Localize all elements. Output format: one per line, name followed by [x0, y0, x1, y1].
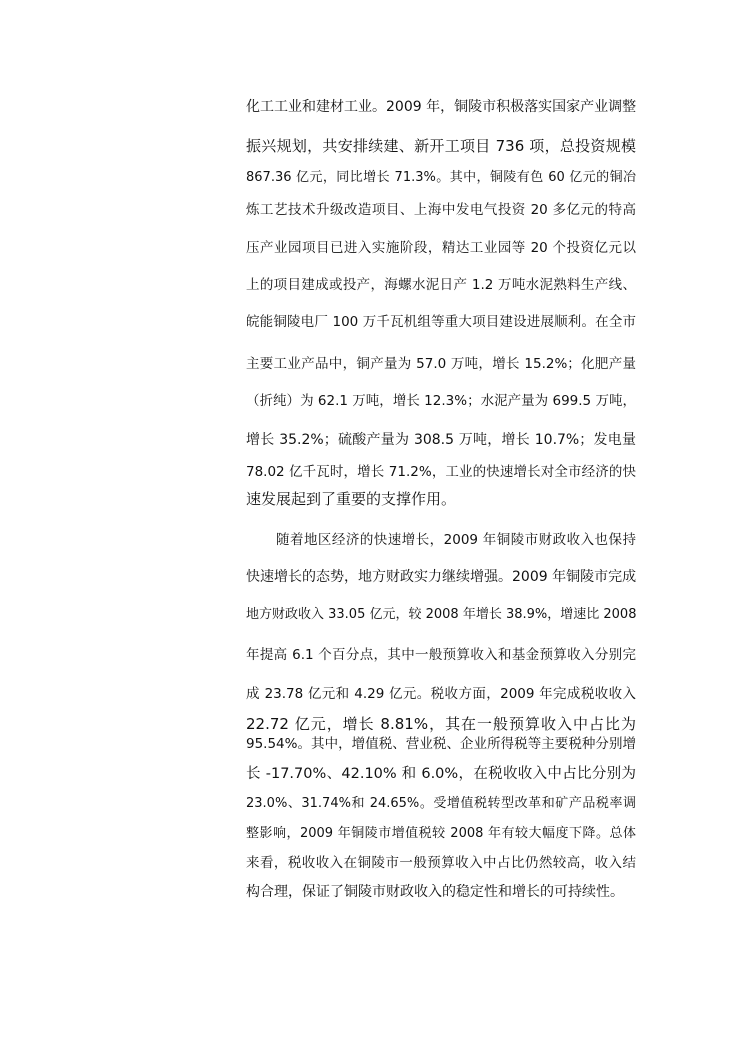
paragraph-2-line-7: 95.54%。其中，增值税、营业税、企业所得税等主要税种分别增 [246, 736, 636, 752]
paragraph-1-line-1: 化工工业和建材工业。2009 年，铜陵市积极落实国家产业调整 [246, 99, 637, 115]
paragraph-1-line-8: 主要工业产品中，铜产量为 57.0 万吨，增长 15.2%；化肥产量 [246, 356, 636, 372]
paragraph-2-line-5: 成 23.78 亿元和 4.29 亿元。税收方面，2009 年完成税收收入 [246, 686, 636, 702]
paragraph-1-line-5: 压产业园项目已进入实施阶段，精达工业园等 20 个投资亿元以 [246, 240, 636, 256]
paragraph-2-line-4: 年提高 6.1 个百分点，其中一般预算收入和基金预算收入分别完 [246, 647, 636, 663]
paragraph-1-line-9: （折纯）为 62.1 万吨，增长 12.3%；水泥产量为 699.5 万吨， [246, 393, 636, 409]
paragraph-1-line-10: 增长 35.2%；硫酸产量为 308.5 万吨，增长 10.7%；发电量 [246, 432, 636, 448]
paragraph-2-line-9: 23.0%、31.74%和 24.65%。受增值税转型改革和矿产品税率调 [246, 796, 636, 811]
paragraph-1-line-7: 皖能铜陵电厂 100 万千瓦机组等重大项目建设进展顺利。在全市 [246, 314, 636, 330]
paragraph-1-line-2: 振兴规划，共安排续建、新开工项目 736 项，总投资规模 [246, 137, 636, 155]
paragraph-2-line-10: 整影响，2009 年铜陵市增值税较 2008 年有较大幅度下降。总体 [246, 826, 636, 841]
paragraph-2-line-6: 22.72 亿元，增长 8.81%，其在一般预算收入中占比为 [246, 715, 636, 733]
paragraph-1-line-12: 速发展起到了重要的支撑作用。 [246, 490, 457, 508]
paragraph-2-line-12: 构合理，保证了铜陵市财政收入的稳定性和增长的可持续性。 [246, 884, 624, 900]
paragraph-1-line-6: 上的项目建成或投产，海螺水泥日产 1.2 万吨水泥熟料生产线、 [246, 277, 636, 293]
paragraph-2-line-1: 随着地区经济的快速增长，2009 年铜陵市财政收入也保持 [276, 532, 636, 548]
paragraph-1-line-11: 78.02 亿千瓦时，增长 71.2%，工业的快速增长对全市经济的快 [246, 464, 636, 480]
paragraph-1-line-3: 867.36 亿元，同比增长 71.3%。其中，铜陵有色 60 亿元的铜冶 [246, 170, 636, 185]
paragraph-2-line-3: 地方财政收入 33.05 亿元，较 2008 年增长 38.9%，增速比 2008 [246, 607, 637, 622]
paragraph-2-line-11: 来看，税收收入在铜陵市一般预算收入中占比仍然较高，收入结 [246, 855, 636, 871]
paragraph-2-line-8: 长 -17.70%、42.10% 和 6.0%，在税收收入中占比分别为 [246, 766, 636, 782]
paragraph-1-line-4: 炼工艺技术升级改造项目、上海中发电气投资 20 多亿元的特高 [246, 202, 636, 218]
paragraph-2-line-2: 快速增长的态势，地方财政实力继续增强。2009 年铜陵市完成 [246, 569, 637, 585]
